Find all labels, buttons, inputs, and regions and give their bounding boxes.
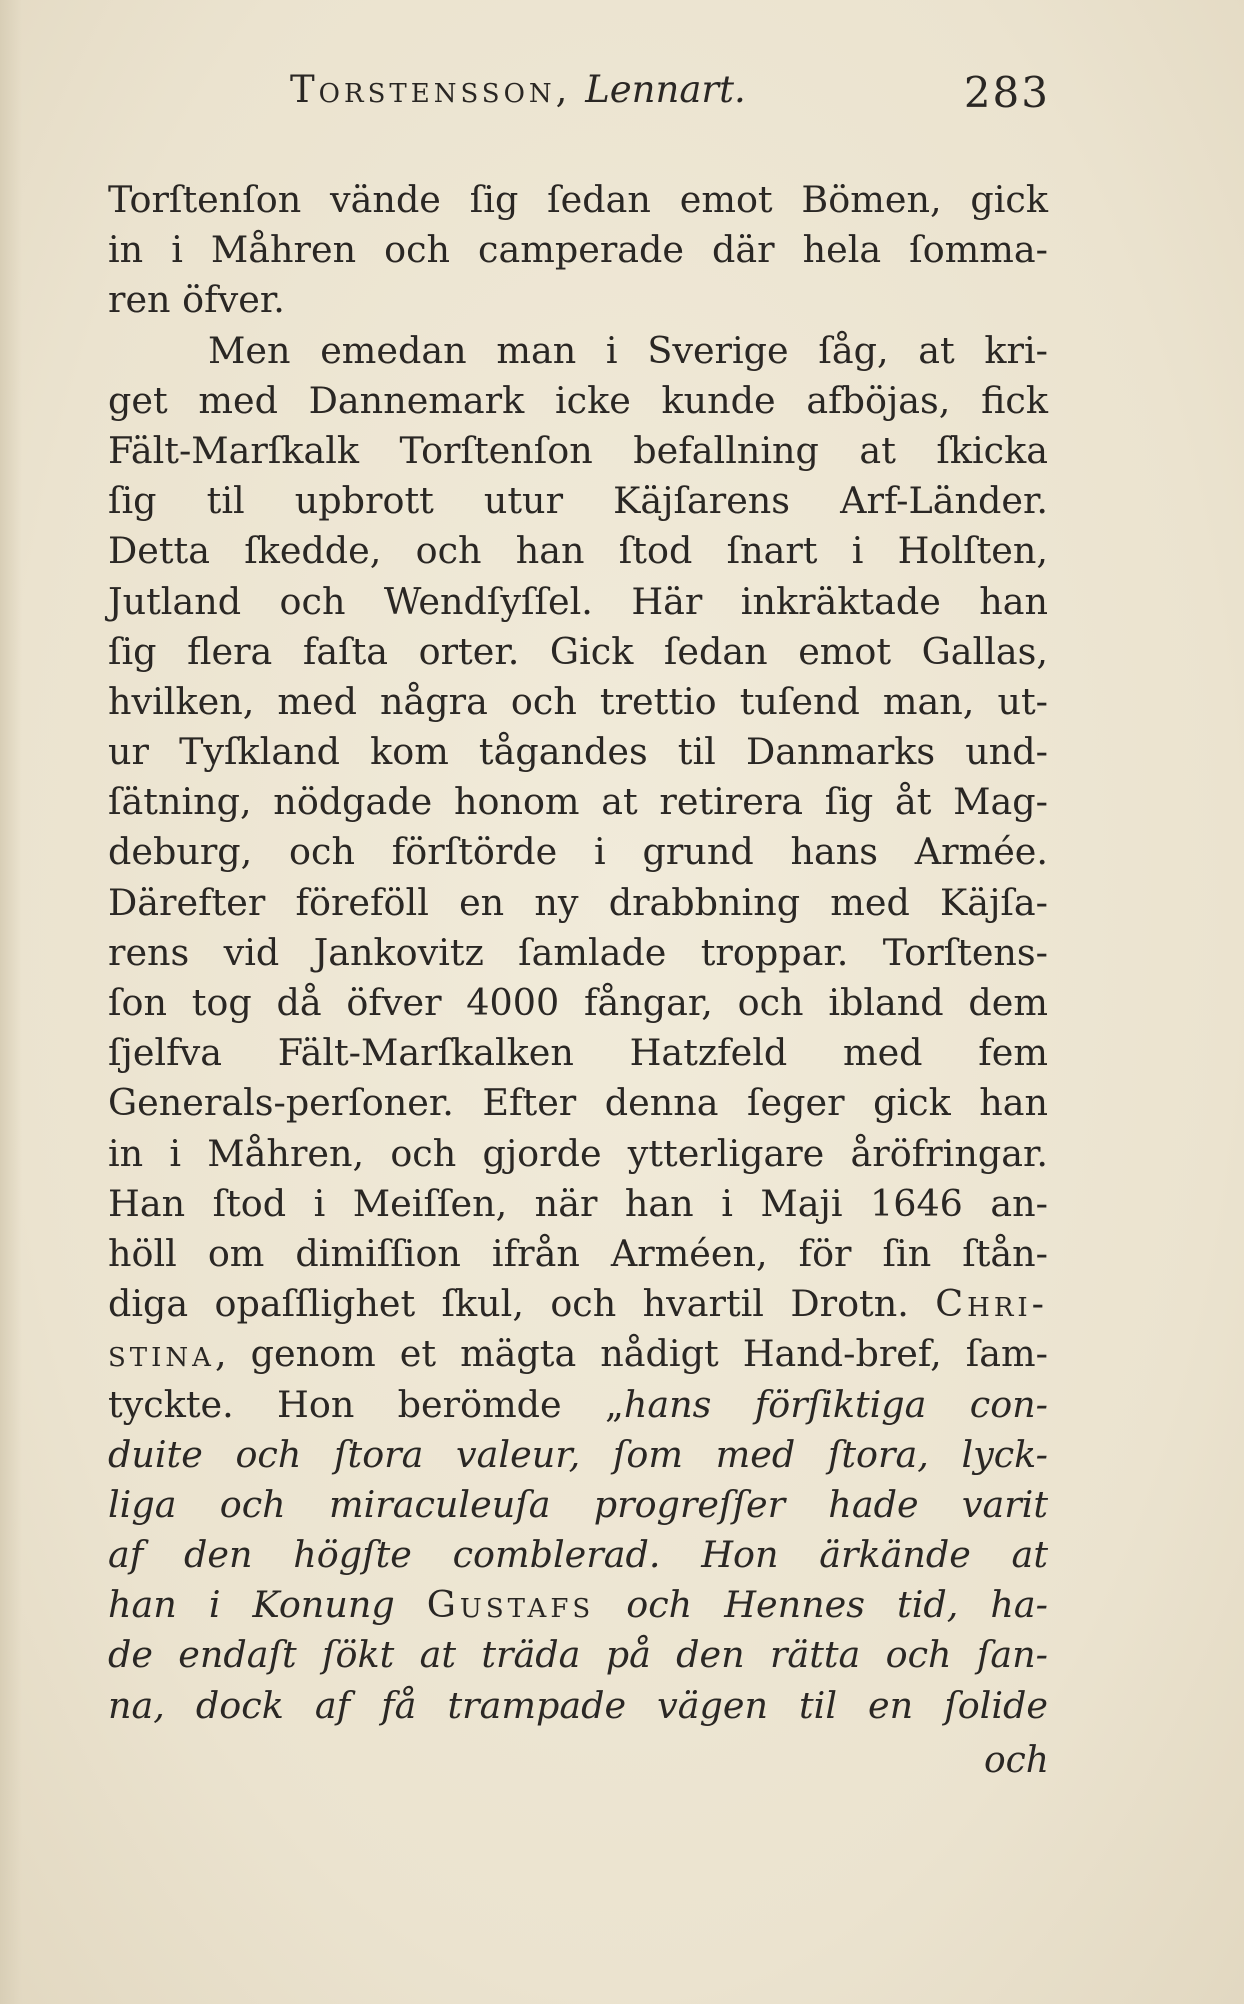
text-line: in i Måhren och camperade där hela ſomma- xyxy=(108,228,1048,272)
text-line: Han ſtod i Meiſſen, när han i Maji 1646 an- xyxy=(108,1181,1048,1225)
page-number: 283 xyxy=(963,68,1050,117)
text-line: get med Dannemark icke kunde afböjas, fick xyxy=(108,378,1048,422)
text-line: Jutland och Wendſyſſel. Här inkräktade han xyxy=(108,579,1048,623)
name-small-caps: stina xyxy=(108,1332,215,1376)
text-span: diga opaſſlighet ſkul, och hvartil Drotn. xyxy=(108,1282,909,1326)
text-span: tyckte. Hon berömde „ xyxy=(108,1382,624,1426)
text-line: hvilken, med några och trettio tuſend man, ut- xyxy=(108,679,1048,723)
text-line: Detta ſkedde, och han ſtod ſnart i Holſten, xyxy=(108,529,1048,573)
text-line: na, dock af få trampade vägen til en ſolide xyxy=(108,1683,1048,1727)
catchword: och xyxy=(983,1740,1049,1781)
page-header xyxy=(290,68,1050,128)
text-line: Torſtenſon vände ſig ſedan emot Bömen, gick xyxy=(108,178,1048,221)
text-line: ren öfver. xyxy=(108,278,285,322)
text-line: Generals-perſoner. Efter denna ſeger gick han xyxy=(108,1081,1048,1125)
text-line: liga och miraculeuſa progreſſer hade varit xyxy=(108,1482,1048,1526)
text-line: Men emedan man i Sverige ſåg, at kri- xyxy=(208,328,1048,372)
text-line: höll om dimiſſion ifrån Arméen, för ſin ſtån- xyxy=(108,1231,1048,1275)
text-line xyxy=(108,1279,1048,1329)
text-span: han i Konung xyxy=(108,1583,395,1627)
text-line: ur Tyſkland kom tågandes til Danmarks und- xyxy=(108,730,1048,774)
page-edge-shadow xyxy=(0,0,22,2004)
quote-italic: hans förſiktiga con- xyxy=(623,1382,1049,1426)
text-line: ſon tog då öfver 4000 fångar, och ibland dem xyxy=(108,981,1048,1024)
text-span: och Hennes tid, ha- xyxy=(626,1583,1048,1627)
running-head-name: Torstensson, xyxy=(290,68,572,111)
running-head-given-name: Lennart. xyxy=(585,68,746,111)
text-line: Därefter föreföll en ny drabbning med Käjſa- xyxy=(108,880,1048,924)
text-span: , genom et mägta nådigt Hand-bref, ſam- xyxy=(214,1332,1048,1376)
text-line: ſig til upbrott utur Käjſarens Arf-Länder. xyxy=(108,479,1048,523)
text-line: Fält-Marſkalk Torſtenſon befallning at ſkicka xyxy=(108,428,1048,472)
text-line xyxy=(108,1380,1048,1430)
text-line: ſig flera faſta orter. Gick ſedan emot Gallas, xyxy=(108,629,1048,673)
text-line xyxy=(108,1580,1048,1630)
text-line: ſjelfva Fält-Marſkalken Hatzfeld med fem xyxy=(108,1031,1048,1075)
text-line: duite och ſtora valeur, ſom med ſtora, lyck- xyxy=(108,1432,1048,1476)
text-line: af den högſte comblerad. Hon ärkände at xyxy=(108,1533,1048,1577)
running-head xyxy=(290,68,746,111)
name-small-caps: Gustafs xyxy=(426,1583,595,1627)
text-line: rens vid Jankovitz ſamlade troppar. Torſtens- xyxy=(108,930,1048,974)
text-line: deburg, och förſtörde i grund hans Armée. xyxy=(108,830,1048,874)
text-line: in i Måhren, och gjorde ytterligare åröfringar. xyxy=(108,1131,1048,1175)
name-small-caps: Chri- xyxy=(935,1282,1048,1326)
text-line: de endaſt ſökt at träda på den rätta och ſan- xyxy=(108,1633,1048,1677)
text-line xyxy=(108,1329,1048,1379)
body-text xyxy=(108,175,1048,1731)
text-line: ſätning, nödgade honom at retirera ſig åt Mag- xyxy=(108,780,1048,824)
